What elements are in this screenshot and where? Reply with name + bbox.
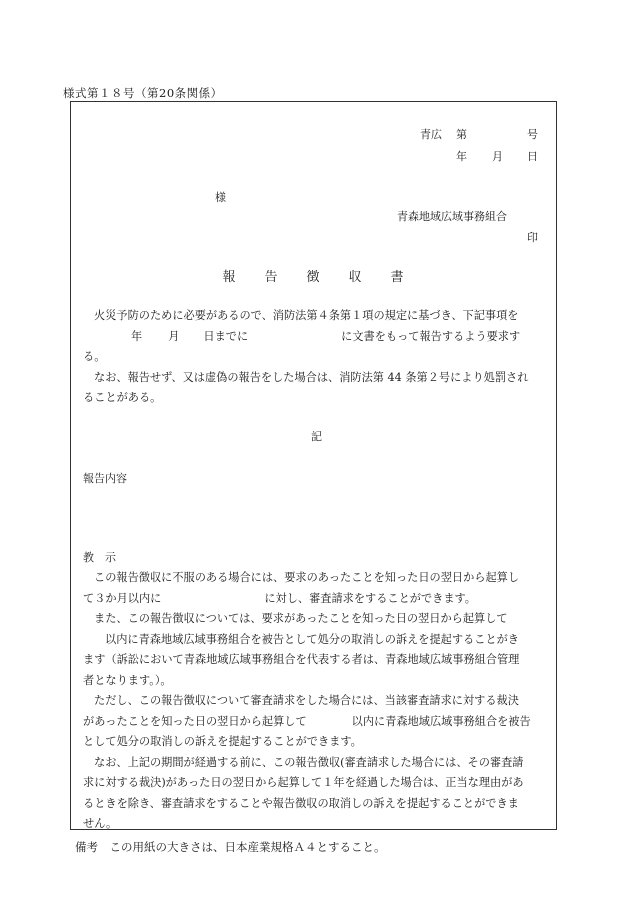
notice-p2-line-2: 以内に青森地域広域事務組合を被告として処分の取消しの訴えを提起することがき bbox=[105, 632, 519, 646]
notice-p4-line-1: なお、上記の期間が経過する前に、この報告徴収(審査請求した場合には、その審査請 bbox=[94, 755, 524, 769]
notice-p4-line-2: 求に対する裁決)があった日の翌日から起算して１年を経過した場合は、正当な理由があ bbox=[83, 776, 524, 789]
notice-p4-line-4: せん。 bbox=[83, 817, 118, 830]
title-char-4: 収 bbox=[348, 270, 362, 285]
notice-p1-line-2 bbox=[83, 589, 547, 610]
notice-p3-line-2a: があったことを知った日の翌日から起算して bbox=[83, 714, 307, 728]
title-char-1: 報 bbox=[222, 270, 236, 285]
body-line-2 bbox=[83, 327, 547, 348]
notice-p3-line-1: ただし、この報告徴収について審査請求をした場合には、当該審査請求に対する裁決 bbox=[94, 694, 519, 707]
seal-mark: 印 bbox=[527, 231, 538, 244]
notice-p3-line-3: として処分の取消しの訴えを提起することができます。 bbox=[83, 735, 362, 748]
doc-number-go: 号 bbox=[527, 128, 538, 141]
ki-mark: 記 bbox=[311, 430, 322, 443]
form-frame bbox=[70, 101, 557, 830]
body-month: 月 bbox=[168, 329, 180, 343]
request-body bbox=[83, 306, 547, 409]
notice-body bbox=[83, 568, 547, 835]
date-year: 年 bbox=[456, 150, 467, 163]
sender-org: 青森地域広域事務組合 bbox=[397, 210, 507, 223]
report-content-label: 報告内容 bbox=[83, 472, 127, 485]
body-day: 日までに bbox=[203, 329, 249, 343]
doc-number-dai: 第 bbox=[456, 128, 467, 141]
body-line-1: 火災予防のために必要があるので、消防法第４条第１項の規定に基づき、下記事項を bbox=[94, 309, 519, 322]
title-char-2: 告 bbox=[264, 270, 278, 285]
document-title bbox=[208, 266, 418, 285]
body-line-5: ることがある。 bbox=[83, 391, 162, 404]
notice-p3-line-2b: 以内に青森地域広域事務組合を被告 bbox=[351, 714, 531, 728]
form-number-label: 様式第１８号（第20条関係） bbox=[63, 86, 223, 100]
body-year: 年 bbox=[131, 329, 143, 343]
title-char-3: 徴 bbox=[306, 270, 320, 285]
notice-p2-line-1: また、この報告徴収については、要求があったことを知った日の翌日から起算して bbox=[94, 612, 508, 625]
notice-p4-line-3: るときを除き、審査請求をすることや報告徴収の取消しの訴えを提起することができま bbox=[83, 796, 519, 810]
doc-number-prefix: 青広 bbox=[420, 128, 442, 141]
notice-p1-line-2b: に対し、審査請求をすることができます。 bbox=[264, 591, 476, 605]
notice-p1-line-1: この報告徴収に不服のある場合には、要求のあったことを知った日の翌日から起算し bbox=[94, 571, 520, 584]
notice-heading: 教 示 bbox=[83, 551, 116, 564]
notice-p3-line-2 bbox=[83, 712, 547, 733]
notice-p2-line-3: ます（訴訟において青森地域広域事務組合を代表する者は、青森地域広域事務組合管理 bbox=[83, 653, 520, 666]
title-char-5: 書 bbox=[390, 270, 404, 285]
date-day: 日 bbox=[527, 150, 538, 163]
body-line-3: る。 bbox=[83, 350, 106, 363]
date-month: 月 bbox=[492, 150, 503, 163]
body-line-4: なお、報告せず、又は虚偽の報告をした場合は、消防法第 44 条第２号により処罰され bbox=[94, 370, 529, 384]
addressee-sama: 様 bbox=[215, 191, 226, 204]
notice-p2-line-4: 者となります。）。 bbox=[83, 673, 172, 687]
footnote-remark: 備考 この用紙の大きさは、日本産業規格Ａ４とすること。 bbox=[75, 840, 386, 854]
notice-p1-line-2a: て３か月以内に bbox=[83, 591, 162, 605]
body-line-2-rest: に文書をもって報告するよう要求す bbox=[341, 329, 521, 343]
